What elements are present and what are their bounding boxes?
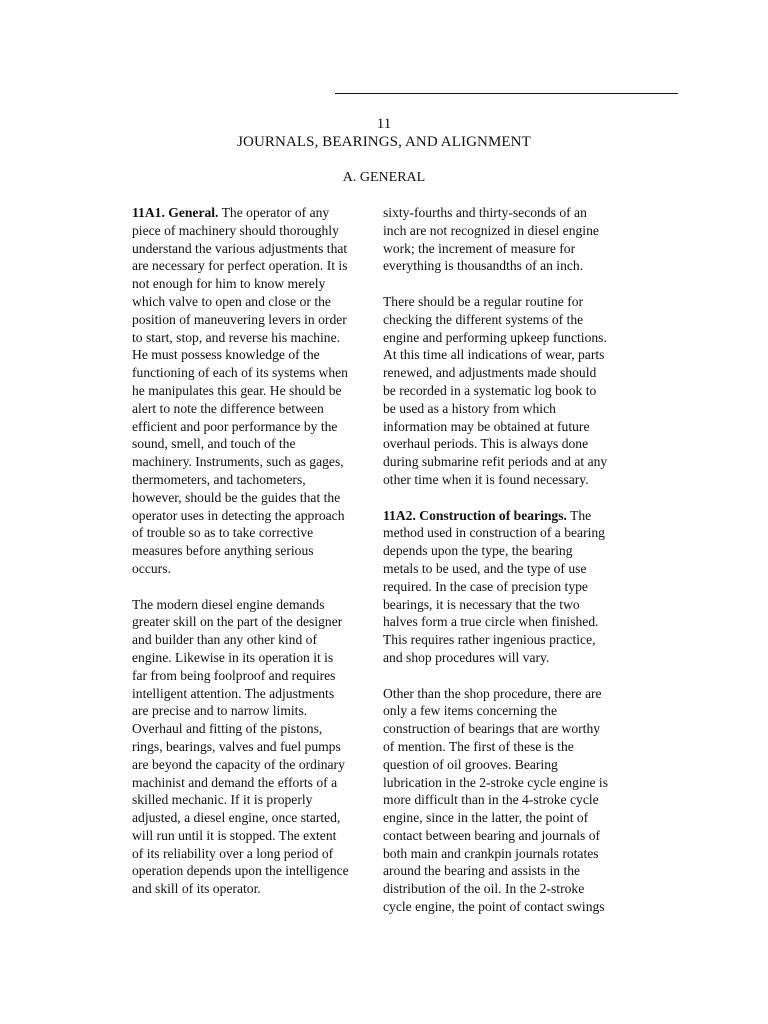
paragraph-line: both main and crankpin journals rotates	[383, 845, 599, 861]
paragraph-heading: 11A1. General.	[132, 205, 219, 220]
paragraph-line: functioning of each of its systems when	[132, 365, 348, 381]
paragraph-line: intelligent attention. The adjustments	[132, 685, 335, 701]
paragraph-oil-grooves	[383, 685, 633, 916]
header-rule	[335, 93, 678, 94]
paragraph-continued	[383, 204, 633, 275]
chapter-title: JOURNALS, BEARINGS, AND ALIGNMENT	[237, 134, 531, 150]
paragraph-line: machinery. Instruments, such as gages,	[132, 454, 344, 470]
paragraph-line: thermometers, and tachometers,	[132, 471, 306, 487]
paragraph-line: everything is thousandths of an inch.	[383, 258, 584, 274]
paragraph-line: efficient and poor performance by the	[132, 418, 338, 434]
paragraph-line: are necessary for perfect operation. It is	[132, 258, 348, 274]
paragraph-line: method used in construction of a bearing	[383, 525, 605, 541]
paragraph-line: occurs.	[132, 560, 171, 576]
paragraph-line: only a few items concerning the	[383, 703, 558, 719]
paragraph-line: sound, smell, and touch of the	[132, 436, 296, 452]
paragraph-line: operation depends upon the intelligence	[132, 863, 349, 879]
paragraph-line: He must possess knowledge of the	[132, 347, 320, 363]
paragraph-line: will run until it is stopped. The extent	[132, 827, 337, 843]
paragraph-line: engine and performing upkeep functions.	[383, 329, 607, 345]
paragraph-line: lubrication in the 2-stroke cycle engine is	[383, 774, 608, 790]
paragraph-line: he manipulates this gear. He should be	[132, 382, 342, 398]
paragraph-11a2	[383, 507, 633, 667]
paragraph-line: alert to note the difference between	[132, 400, 324, 416]
paragraph-gap	[383, 667, 633, 685]
paragraph-line: greater skill on the part of the designer	[132, 614, 343, 630]
paragraph-line: are precise and to narrow limits.	[132, 703, 308, 719]
paragraph-line: machinist and demand the efforts of a	[132, 774, 338, 790]
paragraph-line: 11A1. General. The operator of any	[132, 205, 330, 220]
chapter-number: 11	[376, 116, 392, 132]
paragraph-line: of its reliability over a long period of	[132, 845, 334, 861]
paragraph-line: overhaul periods. This is always done	[383, 436, 589, 452]
paragraph-line: halves form a true circle when finished.	[383, 614, 599, 630]
paragraph-line: metals to be used, and the type of use	[383, 560, 587, 576]
paragraph-gap	[383, 489, 633, 507]
paragraph-gap	[132, 578, 376, 596]
paragraph-line: be recorded in a systematic log book to	[383, 382, 597, 398]
paragraph-line: around the bearing and assists in the	[383, 863, 581, 879]
paragraph-line: renewed, and adjustments made should	[383, 365, 597, 381]
paragraph-line: The modern diesel engine demands	[132, 596, 325, 612]
paragraph-line: and builder than any other kind of	[132, 632, 317, 648]
right-column	[383, 204, 633, 916]
paragraph-line: understand the various adjustments that	[132, 240, 348, 256]
paragraph-line: not enough for him to know merely	[132, 276, 326, 292]
paragraph-line: work; the increment of measure for	[383, 240, 576, 256]
paragraph-line: and shop procedures will vary.	[383, 649, 550, 665]
paragraph-line: to start, stop, and reverse his machine.	[132, 329, 341, 345]
paragraph-line: There should be a regular routine for	[383, 293, 584, 309]
paragraph-line: information may be obtained at future	[383, 418, 590, 434]
paragraph-heading: 11A2. Construction of bearings.	[383, 507, 567, 523]
paragraph-line: This requires rather ingenious practice,	[383, 632, 596, 648]
paragraph-line: position of maneuvering levers in order	[132, 311, 347, 327]
paragraph-line: engine. Likewise in its operation it is	[132, 649, 334, 665]
paragraph-line: required. In the case of precision type	[383, 578, 588, 594]
paragraph-line: of trouble so as to take corrective	[132, 525, 314, 541]
paragraph-line: contact between bearing and journals of	[383, 827, 601, 843]
paragraph-line: piece of machinery should thoroughly	[132, 222, 339, 238]
paragraph-line: adjusted, a diesel engine, once started,	[132, 810, 341, 826]
paragraph-line: of mention. The first of these is the	[383, 738, 574, 754]
paragraph-line: which valve to open and close or the	[132, 293, 331, 309]
paragraph-line: during submarine refit periods and at any	[383, 454, 608, 470]
paragraph-line: At this time all indications of wear, parts	[383, 347, 605, 363]
left-column	[132, 204, 376, 898]
paragraph-line: bearings, it is necessary that the two	[383, 596, 580, 612]
paragraph-line: Other than the shop procedure, there are	[383, 685, 602, 701]
paragraph-routine	[383, 293, 633, 489]
paragraph-line: 11A2. Construction of bearings. The	[383, 507, 592, 523]
paragraph-line: depends upon the type, the bearing	[383, 543, 573, 559]
paragraph-line: inch are not recognized in diesel engine	[383, 222, 599, 238]
paragraph-line: engine, since in the latter, the point of	[383, 810, 589, 826]
paragraph-line: construction of bearings that are worthy	[383, 721, 601, 737]
paragraph-line: other time when it is found necessary.	[383, 471, 589, 487]
paragraph-line: cycle engine, the point of contact swings	[383, 899, 605, 915]
paragraph-modern-diesel	[132, 596, 376, 899]
paragraph-line: and skill of its operator.	[132, 881, 261, 897]
paragraph-line: operator uses in detecting the approach	[132, 507, 345, 523]
paragraph-line: rings, bearings, valves and fuel pumps	[132, 738, 341, 754]
paragraph-11a1	[132, 204, 376, 578]
paragraph-line: be used as a history from which	[383, 400, 556, 416]
paragraph-line: however, should be the guides that the	[132, 489, 341, 505]
paragraph-line: measures before anything serious	[132, 543, 314, 559]
paragraph-gap	[383, 275, 633, 293]
paragraph-line: far from being foolproof and requires	[132, 667, 336, 683]
paragraph-line: skilled mechanic. If it is properly	[132, 792, 313, 808]
paragraph-line: more difficult than in the 4-stroke cycle	[383, 792, 599, 808]
paragraph-line: sixty-fourths and thirty-seconds of an	[383, 205, 587, 220]
section-heading: A. GENERAL	[342, 170, 426, 185]
paragraph-line: distribution of the oil. In the 2-stroke	[383, 881, 585, 897]
paragraph-line: are beyond the capacity of the ordinary	[132, 756, 345, 772]
paragraph-line: Overhaul and fitting of the pistons,	[132, 721, 323, 737]
paragraph-line: checking the different systems of the	[383, 311, 584, 327]
paragraph-line: question of oil grooves. Bearing	[383, 756, 558, 772]
